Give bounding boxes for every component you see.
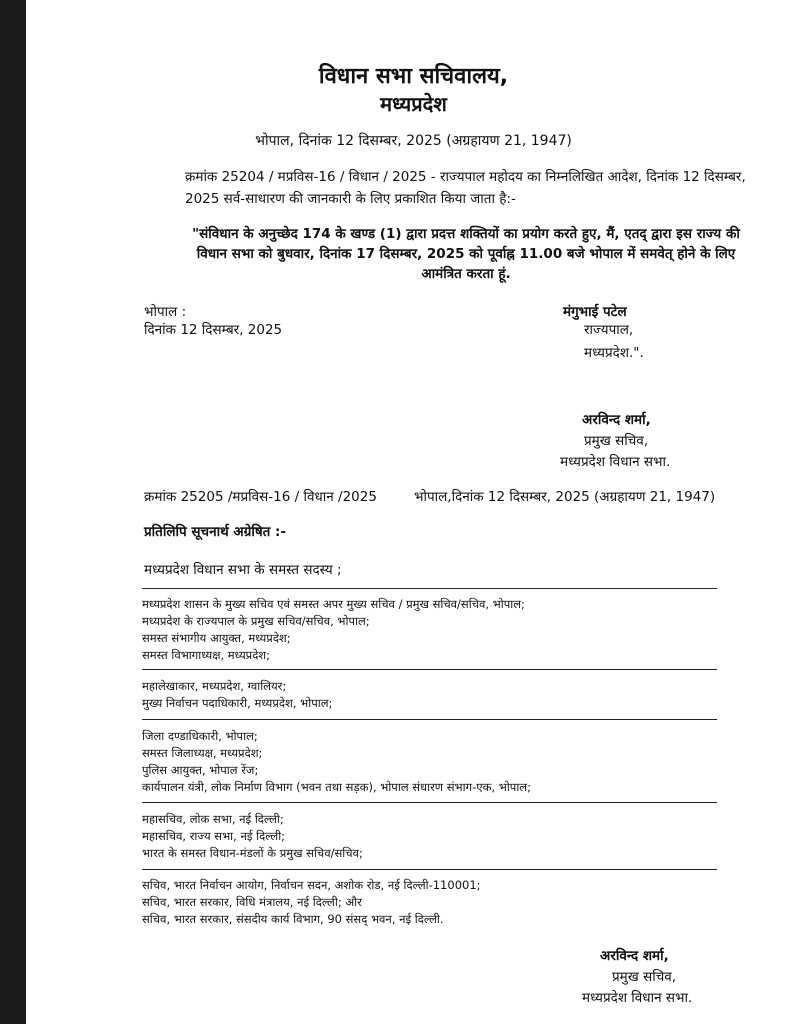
signatory-office: मध्यप्रदेश विधान सभा. (560, 454, 671, 470)
divider (142, 719, 717, 720)
list-item: समस्त विभागाध्यक्ष, मध्यप्रदेश; (142, 648, 270, 662)
signatory-name: अरविन्द शर्मा, (600, 948, 669, 964)
recipient-group-4 (142, 811, 363, 862)
signatory-title: प्रमुख सचिव, (612, 969, 677, 985)
governor-title: राज्यपाल, (584, 322, 634, 338)
order-paragraph: क्रमांक 25204 / मप्रविस-16 / विधान / 2025 - राज्यपाल महोदय का निम्नलिखित आदेश, दिनांक 12 दिसम्बर, 2025 सर्व-साधारण की जानकारी के लिए प्रकाशित किया जाता है:- (185, 169, 746, 207)
divider (142, 802, 717, 803)
signatory-name: अरविन्द शर्मा, (582, 412, 651, 428)
copy-order-number: क्रमांक 25205 /मप्रविस-16 / विधान /2025 (144, 489, 377, 505)
document-subtitle: मध्यप्रदेश (380, 92, 447, 116)
divider (142, 588, 717, 589)
list-item: जिला दण्डाधिकारी, भोपाल; (142, 729, 258, 743)
list-item: महासचिव, राज्य सभा, नई दिल्ली; (142, 829, 286, 843)
document-page (26, 0, 801, 1024)
recipient-group-2 (142, 678, 332, 712)
list-item: पुलिस आयुक्त, भोपाल रेंज; (142, 763, 259, 777)
recipient-group-1 (142, 596, 525, 664)
order-date: दिनांक 12 दिसम्बर, 2025 (144, 322, 283, 338)
signatory-office: मध्यप्रदेश विधान सभा. (582, 990, 693, 1006)
recipient-group-3 (142, 728, 531, 796)
list-item: सचिव, भारत निर्वाचन आयोग, निर्वाचन सदन, अशोक रोड, नई दिल्ली-110001; (142, 878, 481, 892)
governor-name: मंगुभाई पटेल (563, 304, 627, 320)
list-item: महासचिव, लोक सभा, नई दिल्ली; (142, 812, 284, 826)
list-item: भारत के समस्त विधान-मंडलों के प्रमुख सचिव/सचिव; (142, 846, 363, 860)
list-item: मध्यप्रदेश शासन के मुख्य सचिव एवं समस्त अपर मुख्य सचिव / प्रमुख सचिव/सचिव, भोपाल; (142, 597, 525, 611)
list-item: मध्यप्रदेश के राज्यपाल के प्रमुख सचिव/सचिव, भोपाल; (142, 614, 370, 628)
divider (142, 669, 717, 670)
governor-state: मध्यप्रदेश.". (584, 345, 644, 361)
divider (142, 869, 717, 870)
members-line: मध्यप्रदेश विधान सभा के समस्त सदस्य ; (144, 562, 342, 578)
list-item: समस्त संभागीय आयुक्त, मध्यप्रदेश; (142, 631, 291, 645)
list-item: मुख्य निर्वाचन पदाधिकारी, मध्यप्रदेश, भोपाल; (142, 696, 333, 710)
governor-order-quote: "संविधान के अनुच्छेद 174 के खण्ड (1) द्वारा प्रदत्त शक्तियों का प्रयोग करते हुए, मैं, एतद् द्वारा इस राज्य की विधान सभा को बुधवार, दिनांक 17 दिसम्बर, 2025 को पूर्वाह्न 11.00 बजे भोपाल में समवेत् होने के लिए आमंत्रित करता हूं. (192, 226, 740, 282)
recipient-group-5 (142, 877, 481, 928)
copy-heading: प्रतिलिपि सूचनार्थ अग्रेषित :- (144, 524, 287, 540)
place-label: भोपाल : (144, 304, 187, 320)
list-item: कार्यपालन यंत्री, लोक निर्माण विभाग (भवन तथा सड़क), भोपाल संधारण संभाग-एक, भोपाल; (142, 780, 531, 794)
list-item: महालेखाकार, मध्यप्रदेश, ग्वालियर; (142, 679, 287, 693)
list-item: समस्त जिलाध्यक्ष, मध्यप्रदेश; (142, 746, 263, 760)
copy-order-dateline: भोपाल,दिनांक 12 दिसम्बर, 2025 (अग्रहायण 21, 1947) (414, 489, 716, 505)
list-item: सचिव, भारत सरकार, संसदीय कार्य विभाग, 90 संसद् भवन, नई दिल्ली. (142, 912, 444, 926)
list-item: सचिव, भारत सरकार, विधि मंत्रालय, नई दिल्ली; और (142, 895, 362, 909)
signatory-title: प्रमुख सचिव, (584, 433, 649, 449)
document-dateline: भोपाल, दिनांक 12 दिसम्बर, 2025 (अग्रहायण 21, 1947) (255, 133, 572, 149)
document-title: विधान सभा सचिवालय, (318, 64, 509, 89)
